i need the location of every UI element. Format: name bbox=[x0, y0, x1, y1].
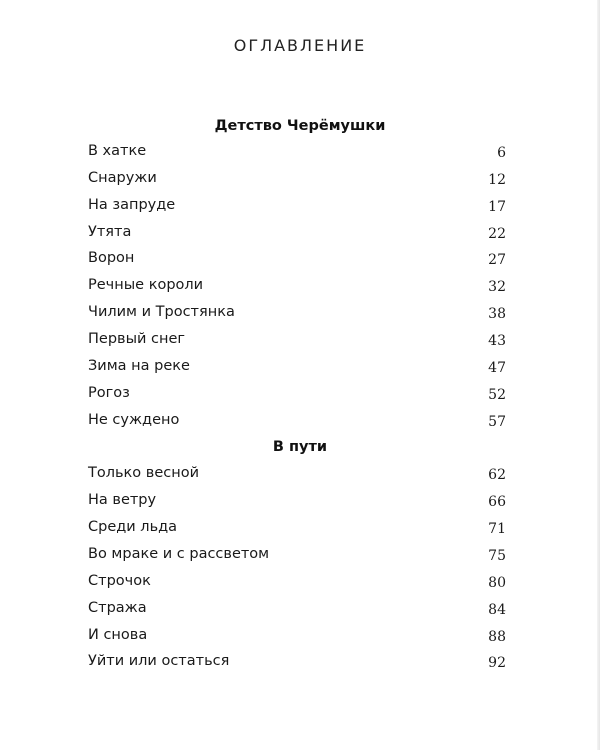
toc-entry-page: 80 bbox=[488, 575, 506, 591]
toc-entry-title: Речные короли bbox=[88, 277, 204, 293]
toc-entry[interactable] bbox=[88, 653, 506, 673]
toc-entry-title: Утята bbox=[88, 224, 132, 240]
toc-entry[interactable] bbox=[88, 519, 506, 539]
toc-entry-page: 75 bbox=[488, 548, 506, 564]
toc-entry-title: Чилим и Тростянка bbox=[88, 304, 235, 320]
toc-entry[interactable] bbox=[88, 492, 506, 512]
toc-entry-title: Не суждено bbox=[88, 412, 180, 428]
toc-entry-page: 27 bbox=[488, 252, 506, 268]
toc-entry-title: На ветру bbox=[88, 492, 157, 508]
toc-entry-title: Строчок bbox=[88, 573, 151, 589]
toc-entry[interactable] bbox=[88, 250, 506, 270]
toc-entry[interactable] bbox=[88, 277, 506, 297]
toc-entry-page: 57 bbox=[488, 414, 506, 430]
toc-entry-page: 92 bbox=[488, 655, 506, 671]
toc-entry-title: И снова bbox=[88, 627, 148, 643]
toc-entry[interactable] bbox=[88, 627, 506, 647]
toc-entry[interactable] bbox=[88, 600, 506, 620]
toc-entry-title: Снаружи bbox=[88, 170, 157, 186]
toc-entry-page: 62 bbox=[488, 467, 506, 483]
toc-entry[interactable] bbox=[88, 170, 506, 190]
toc-entry-page: 52 bbox=[488, 387, 506, 403]
toc-entry[interactable] bbox=[88, 197, 506, 217]
toc-entry[interactable] bbox=[88, 465, 506, 485]
toc-entry-page: 71 bbox=[488, 521, 506, 537]
toc-entry[interactable] bbox=[88, 331, 506, 351]
toc-entry-title: Первый снег bbox=[88, 331, 186, 347]
section-heading-2: В пути bbox=[272, 439, 328, 455]
toc-entry-title: Рогоз bbox=[88, 385, 130, 401]
toc-entry[interactable] bbox=[88, 143, 506, 163]
toc-entry-page: 88 bbox=[488, 629, 506, 645]
toc-entry-title: Зима на реке bbox=[88, 358, 190, 374]
toc-entry-title: Среди льда bbox=[88, 519, 178, 535]
toc-entry-title: Стража bbox=[88, 600, 147, 616]
toc-entry-page: 84 bbox=[488, 602, 506, 618]
toc-entry[interactable] bbox=[88, 358, 506, 378]
toc-entry-page: 38 bbox=[488, 306, 506, 322]
toc-entry-page: 47 bbox=[488, 360, 506, 376]
page-title: ОГЛАВЛЕНИЕ bbox=[233, 36, 367, 55]
toc-entry-title: На запруде bbox=[88, 197, 176, 213]
toc-entry-title: Только весной bbox=[88, 465, 199, 481]
toc-entry-page: 12 bbox=[488, 172, 506, 188]
toc-entry[interactable] bbox=[88, 573, 506, 593]
toc-entry-title: В хатке bbox=[88, 143, 147, 159]
toc-entry-page: 66 bbox=[488, 494, 506, 510]
toc-entry-page: 17 bbox=[488, 199, 506, 215]
toc-entry-page: 43 bbox=[488, 333, 506, 349]
toc-entry-title: Уйти или остаться bbox=[88, 653, 230, 669]
toc-entry[interactable] bbox=[88, 304, 506, 324]
toc-entry-title: Ворон bbox=[88, 250, 135, 266]
toc-entry-title: Во мраке и с рассветом bbox=[88, 546, 270, 562]
toc-entry[interactable] bbox=[88, 546, 506, 566]
toc-entry[interactable] bbox=[88, 224, 506, 244]
section-heading-1: Детство Черёмушки bbox=[214, 118, 386, 134]
toc-entry-page: 22 bbox=[488, 226, 506, 242]
toc-entry[interactable] bbox=[88, 412, 506, 432]
toc-entry[interactable] bbox=[88, 385, 506, 405]
toc-entry-page: 32 bbox=[488, 279, 506, 295]
toc-entry-page: 6 bbox=[497, 145, 506, 161]
